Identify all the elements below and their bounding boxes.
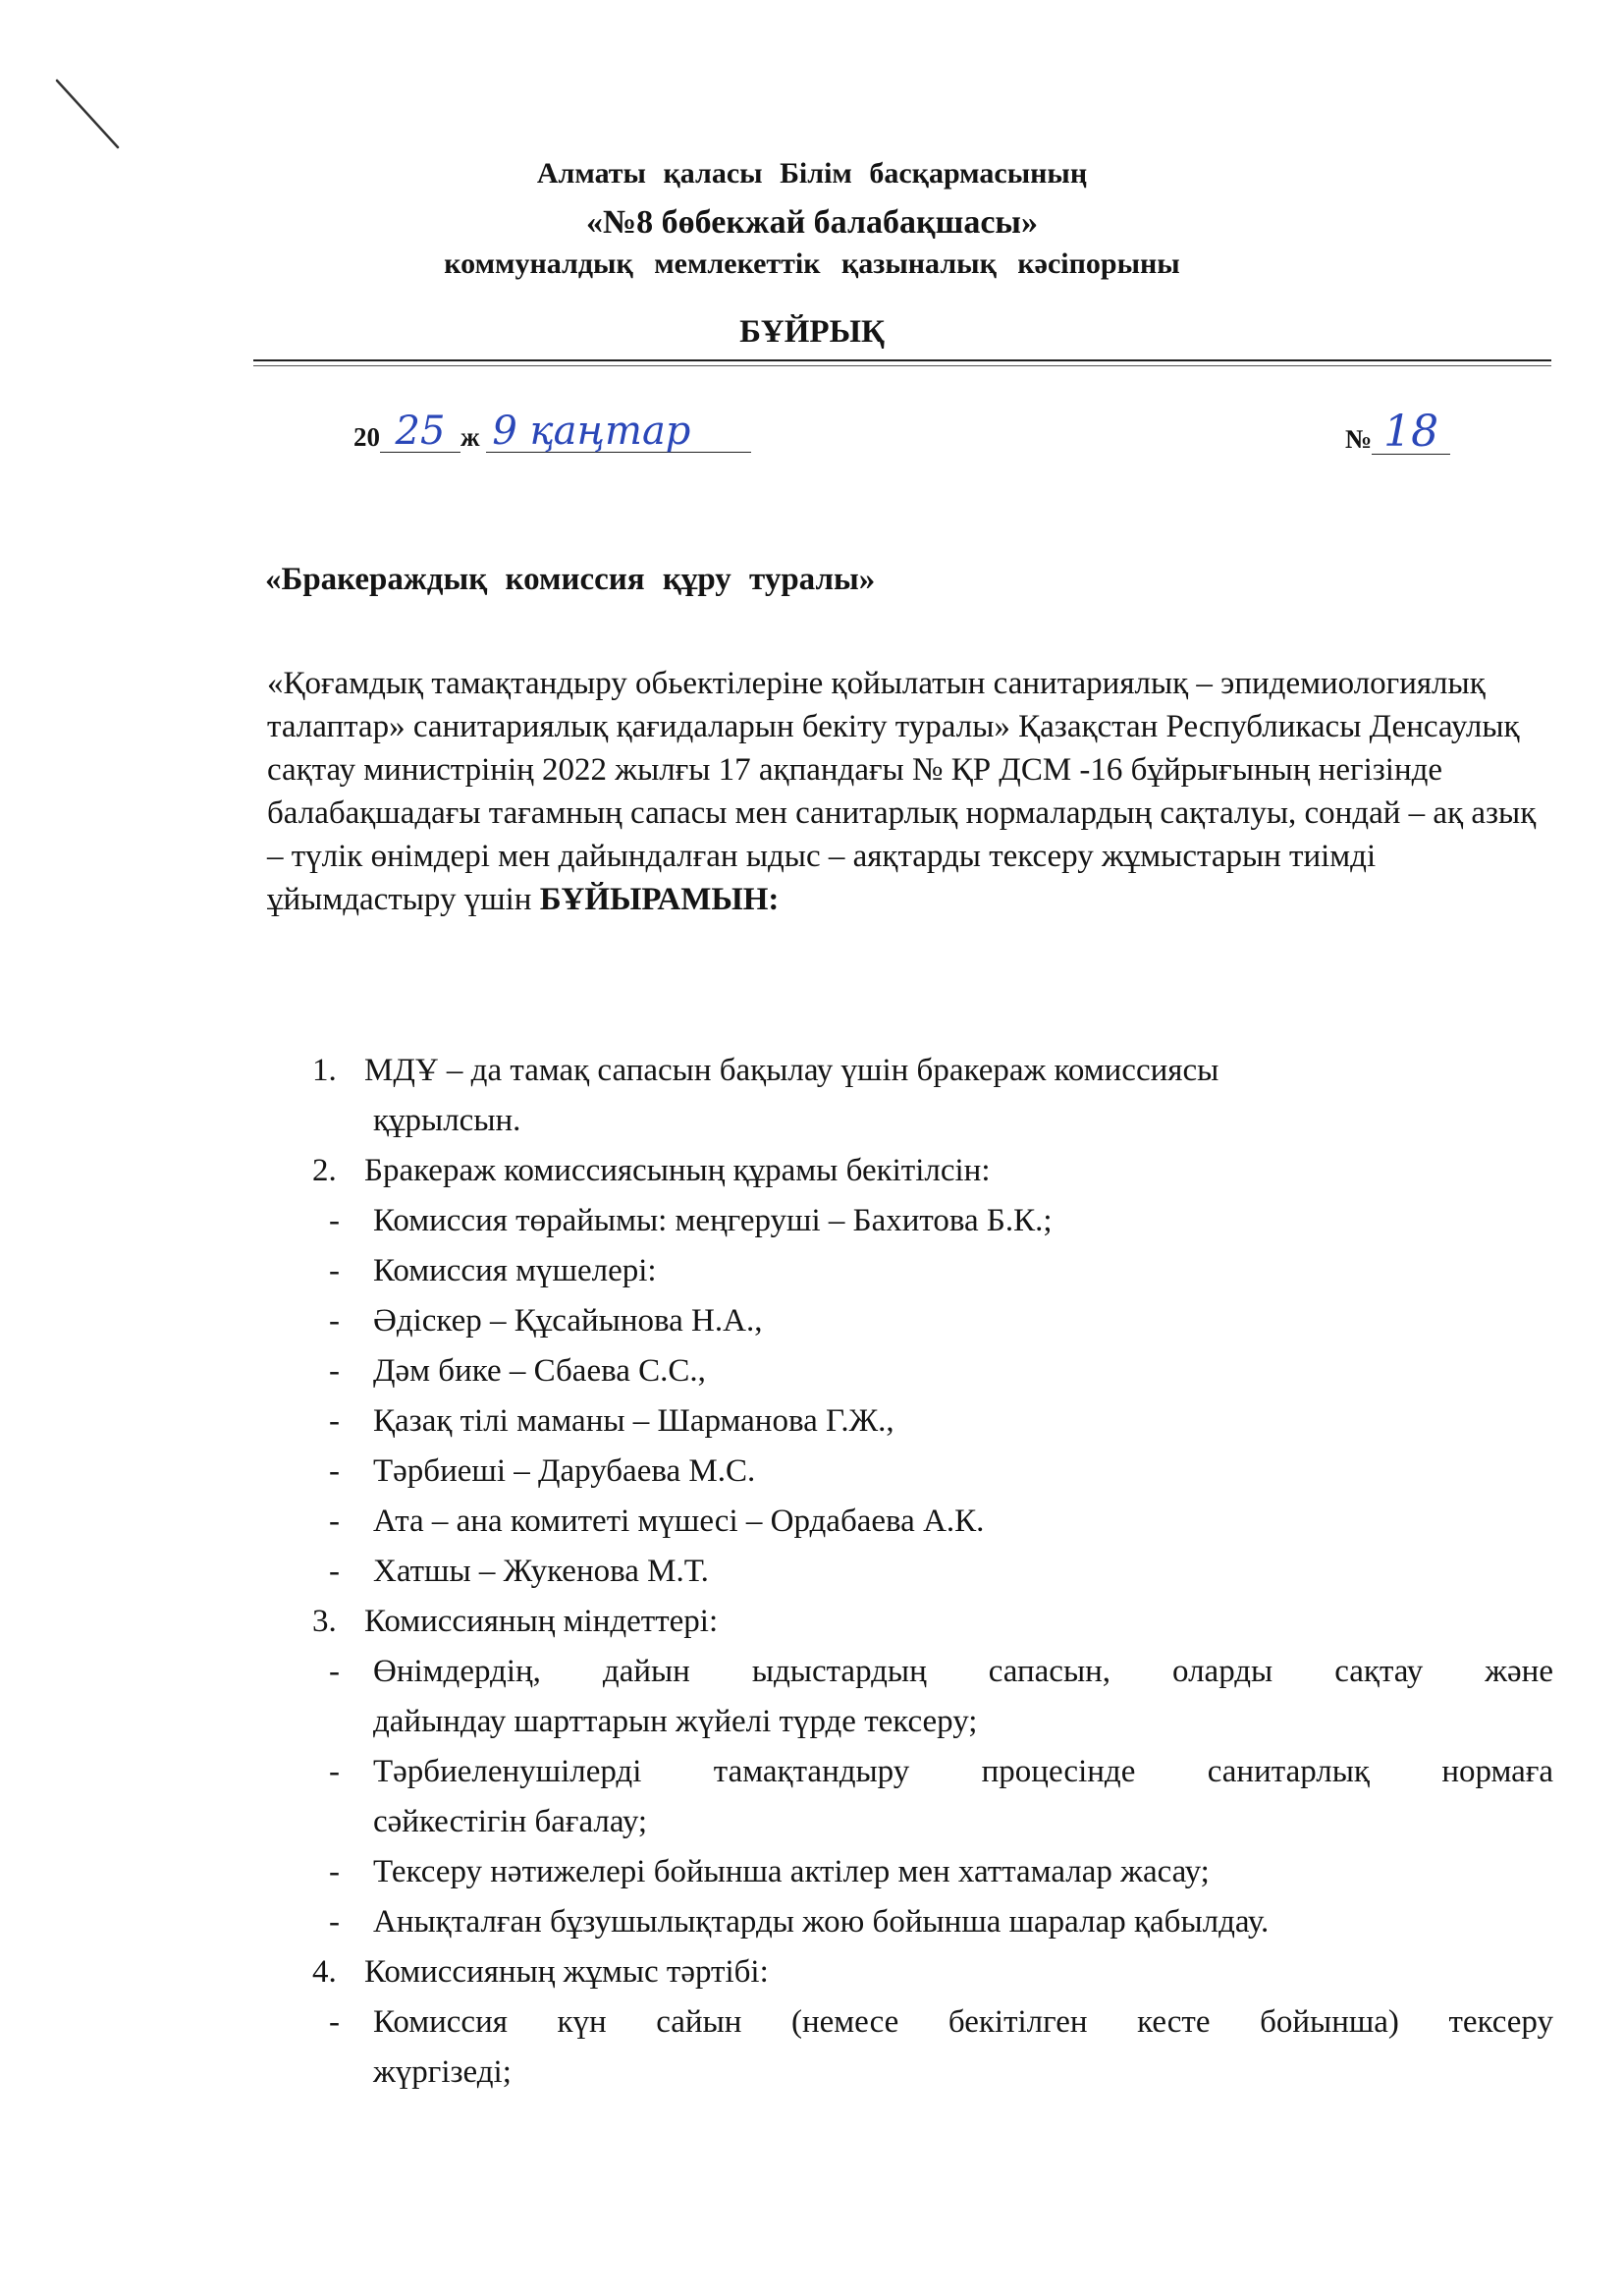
list-marker: -	[329, 1453, 340, 1489]
list-marker: -	[329, 1353, 340, 1389]
list-item-text: Тәрбиеші – Дарубаева М.С.	[373, 1453, 756, 1489]
header-divider	[253, 359, 1551, 361]
list-item-text: Комиссия мүшелері:	[373, 1253, 657, 1288]
list-marker: -	[329, 1654, 340, 1689]
list-marker: 4.	[312, 1954, 337, 1990]
intro-text: «Қоғамдық тамақтандыру обьектілеріне қойылатын санитариялық – эпидемиологиялық талаптар» санитариялық қағидаларын бекіту туралы» Қазақстан Республикасы Денсаулық сақтау министрінің 2022 жылғы 17 ақпандағы № ҚР ДСМ -16 бұйрығының негізінде балабақшадағы тағамның сапасы мен санитарлық нормалардың сақталуы, сондай – ақ азық – түлік өнімдері мен дайындалған ыдыс – аяқтарды тексеру жұмыстарын тиімді ұйымдастыру үшін	[267, 666, 1537, 917]
list-item-text: Комиссияның міндеттері:	[364, 1604, 719, 1639]
list-marker: 1.	[312, 1053, 337, 1088]
date-day-month-handwritten: 9 қаңтар	[486, 410, 751, 453]
list-marker: 3.	[312, 1604, 337, 1639]
list-item-text: Өнімдердің, дайын ыдыстардың сапасын, оларды сақтау және	[373, 1654, 1553, 1689]
list-item-continuation: жүргізеді;	[373, 2054, 512, 2090]
header-line-1: Алматы қаласы Білім басқармасының	[536, 157, 1088, 190]
date-prefix: 20	[353, 422, 380, 452]
list-item-text: МДҰ – да тамақ сапасын бақылау үшін бракераж комиссиясы	[364, 1053, 1219, 1088]
list-item-continuation: құрылсын.	[373, 1103, 521, 1138]
list-item-text: Дәм бике – Сбаева С.С.,	[373, 1353, 706, 1389]
list-item-text: Әдіскер – Құсайынова Н.А.,	[373, 1303, 763, 1339]
list-item-text: Қазақ тілі маманы – Шарманова Г.Ж.,	[373, 1403, 894, 1439]
document-type: БҰЙРЫҚ	[739, 314, 885, 350]
list-item-text: Тәрбиеленушілерді тамақтандыру процесінде санитарлық нормаға	[373, 1754, 1553, 1789]
list-marker: -	[329, 1904, 340, 1940]
list-marker: -	[329, 1253, 340, 1288]
list-marker: -	[329, 1754, 340, 1789]
list-item-text: Анықталған бұзушылықтарды жою бойынша шаралар қабылдау.	[373, 1904, 1270, 1940]
list-item-continuation: сәйкестігін бағалау;	[373, 1804, 648, 1839]
list-marker: -	[329, 1303, 340, 1339]
list-item-text: Бракераж комиссиясының құрамы бекітілсін:	[364, 1153, 991, 1188]
list-item-text: Комиссия төрайымы: меңгеруші – Бахитова Б.К.;	[373, 1203, 1053, 1238]
list-item-text: Комиссия күн сайын (немесе бекітілген кесте бойынша) тексеру	[373, 2004, 1553, 2040]
intro-emphasis: БҰЙЫРАМЫН:	[539, 882, 780, 917]
list-marker: -	[329, 1203, 340, 1238]
number-value-handwritten: 18	[1372, 410, 1450, 455]
list-marker: 2.	[312, 1153, 337, 1188]
list-marker: -	[329, 1554, 340, 1589]
list-marker: -	[329, 1403, 340, 1439]
list-item-text: Хатшы – Жукенова М.Т.	[373, 1554, 709, 1589]
header-line-2: «№8 бөбекжай балабақшасы»	[586, 204, 1038, 241]
header-divider-thin	[253, 365, 1551, 366]
list-marker: -	[329, 1854, 340, 1889]
list-marker: -	[329, 1503, 340, 1539]
date-year-suffix: ж	[460, 422, 480, 452]
order-title: «Бракераждық комиссия құру туралы»	[265, 562, 876, 597]
date-year-handwritten: 25	[380, 410, 460, 453]
list-marker: -	[329, 2004, 340, 2040]
header-line-3: коммуналдық мемлекеттік қазыналық кәсіпорыны	[444, 247, 1180, 280]
scan-stroke-mark	[51, 71, 139, 159]
list-item-text: Комиссияның жұмыс тәртібі:	[364, 1954, 769, 1990]
order-date	[353, 410, 751, 453]
order-number	[1345, 407, 1450, 457]
list-item-continuation: дайындау шарттарын жүйелі түрде тексеру;	[373, 1704, 978, 1739]
number-label: №	[1345, 424, 1373, 454]
list-item-text: Ата – ана комитеті мүшесі – Ордабаева А.К.	[373, 1503, 985, 1539]
intro-paragraph	[267, 662, 1553, 921]
list-item-text: Тексеру нәтижелері бойынша актілер мен хаттамалар жасау;	[373, 1854, 1210, 1889]
